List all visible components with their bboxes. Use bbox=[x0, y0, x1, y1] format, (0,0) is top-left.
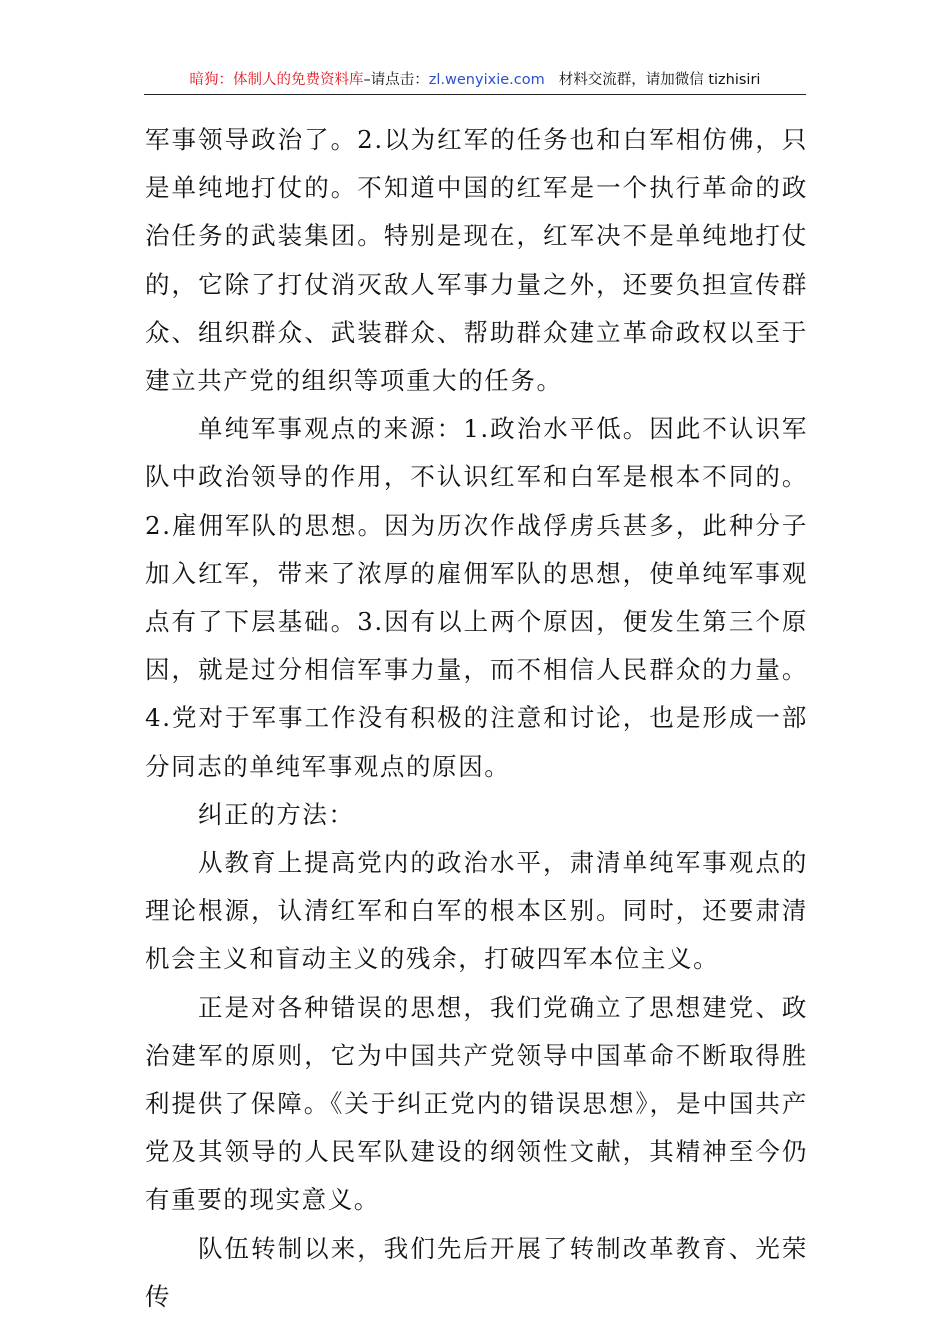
body-paragraph-3: 纠正的方法： bbox=[198, 799, 355, 829]
page-header bbox=[144, 70, 806, 95]
body-paragraph-6: 队伍转制以来，我们先后开展了转制改革教育、光荣传 bbox=[145, 1233, 808, 1311]
header-contact: 材料交流群，请加微信 tizhisiri bbox=[558, 72, 761, 88]
header-prompt: –请点击： bbox=[363, 72, 429, 88]
body-paragraph-5: 正是对各种错误的思想，我们党确立了思想建党、政治建军的原则，它为中国共产党领导中国革命不断取得胜利提供了保障。《关于纠正党内的错误思想》，是中国共产党及其领导的人民军队建设的纲领性文献，其精神至今仍有重要的现实意义。 bbox=[145, 992, 808, 1215]
header-brand: 暗狗：体制人的免费资料库 bbox=[189, 72, 364, 88]
body-paragraph-1: 军事领导政治了。2.以为红军的任务也和白军相仿佛，只是单纯地打仗的。不知道中国的红军是一个执行革命的政治任务的武装集团。特别是现在，红军决不是单纯地打仗的，它除了打仗消灭敌人军事力量之外，还要负担宣传群众、组织群众、武装群众、帮助群众建立革命政权以至于建立共产党的组织等项重大的任务。 bbox=[145, 125, 808, 396]
header-link[interactable]: zl.wenyixie.com bbox=[428, 72, 545, 88]
document-body bbox=[145, 116, 808, 1321]
body-paragraph-2: 单纯军事观点的来源：1.政治水平低。因此不认识军队中政治领导的作用，不认识红军和白军是根本不同的。2.雇佣军队的思想。因为历次作战俘虏兵甚多，此种分子加入红军，带来了浓厚的雇佣军队的思想，使单纯军事观点有了下层基础。3.因有以上两个原因，便发生第三个原因，就是过分相信军事力量，而不相信人民群众的力量。4.党对于军事工作没有积极的注意和讨论，也是形成一部分同志的单纯军事观点的原因。 bbox=[145, 414, 808, 781]
body-paragraph-4: 从教育上提高党内的政治水平，肃清单纯军事观点的理论根源，认清红军和白军的根本区别。同时，还要肃清机会主义和盲动主义的残余，打破四军本位主义。 bbox=[145, 848, 808, 974]
